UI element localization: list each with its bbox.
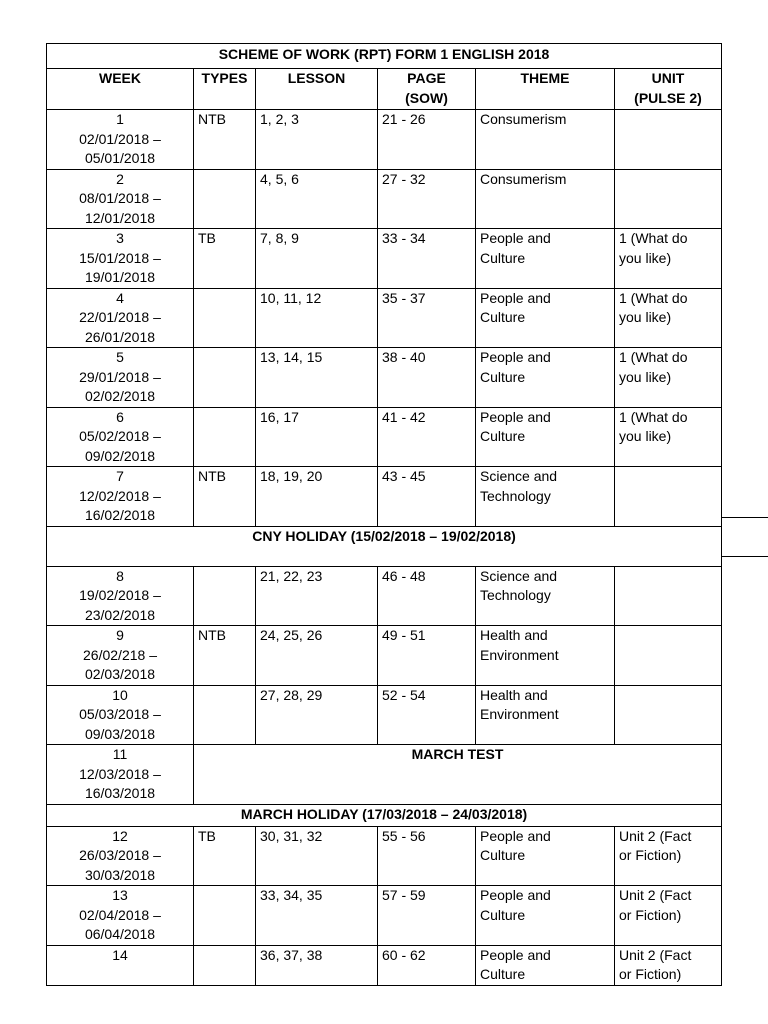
unit-line1: 1 (What do xyxy=(619,408,688,425)
week-number: 2 xyxy=(116,170,124,187)
types-cell xyxy=(194,566,256,626)
table-row xyxy=(47,626,722,686)
types-cell: NTB xyxy=(194,110,256,170)
header-week: WEEK xyxy=(47,69,194,110)
types-cell xyxy=(194,886,256,946)
scheme-of-work-table xyxy=(46,43,722,986)
unit-line1: 1 (What do xyxy=(619,230,688,246)
page-cell: 41 - 42 xyxy=(378,407,476,467)
unit-line1: 1 (What do xyxy=(619,349,688,365)
week-number: 12 xyxy=(112,827,128,844)
unit-cell xyxy=(615,566,722,626)
types-cell: NTB xyxy=(194,626,256,686)
unit-cell xyxy=(615,886,722,946)
header-page xyxy=(378,69,476,110)
unit-line2: or Fiction) xyxy=(619,847,682,863)
theme-cell xyxy=(476,288,615,348)
page-cell: 33 - 34 xyxy=(378,229,476,289)
theme-line2: Technology xyxy=(480,587,551,603)
theme-cell xyxy=(476,566,615,626)
week-cell xyxy=(47,110,194,170)
table-row xyxy=(47,407,722,467)
theme-cell xyxy=(476,110,615,170)
week-date-to: 09/02/2018 xyxy=(84,447,156,464)
page-cell: 27 - 32 xyxy=(378,169,476,229)
page-cell: 46 - 48 xyxy=(378,566,476,626)
holiday-cell: MARCH HOLIDAY (17/03/2018 – 24/03/2018) xyxy=(47,804,722,826)
table-row xyxy=(47,348,722,408)
theme-line1: Health and xyxy=(480,627,548,643)
page-cell: 49 - 51 xyxy=(378,626,476,686)
table-row xyxy=(47,886,722,946)
week-cell xyxy=(47,348,194,408)
theme-line1: People and xyxy=(480,827,551,844)
holiday-cell: CNY HOLIDAY (15/02/2018 – 19/02/2018) xyxy=(47,526,722,566)
header-page-line1: PAGE xyxy=(407,70,446,86)
week-date-from: 22/01/2018 – xyxy=(79,309,161,325)
lesson-cell: 10, 11, 12 xyxy=(256,288,378,348)
table-row xyxy=(47,229,722,289)
table-row xyxy=(47,566,722,626)
theme-line2: Culture xyxy=(480,966,526,982)
header-unit xyxy=(615,69,722,110)
table-title: SCHEME OF WORK (RPT) FORM 1 ENGLISH 2018 xyxy=(47,44,722,69)
week-date-to: 16/02/2018 xyxy=(84,507,156,523)
theme-cell xyxy=(476,407,615,467)
week-date-from: 05/03/2018 – xyxy=(79,706,161,722)
week-number: 13 xyxy=(112,887,128,903)
week-date-to: 02/03/2018 xyxy=(84,666,156,682)
lesson-cell: 13, 14, 15 xyxy=(256,348,378,408)
unit-cell xyxy=(615,467,722,527)
holiday-row-extension-line xyxy=(721,556,768,557)
week-date-from: 29/01/2018 – xyxy=(79,368,161,385)
week-number: 9 xyxy=(116,627,124,643)
unit-cell xyxy=(615,685,722,745)
unit-line2: you like) xyxy=(619,249,672,266)
page-cell: 52 - 54 xyxy=(378,685,476,745)
theme-line2: Culture xyxy=(480,309,526,325)
week-cell xyxy=(47,826,194,886)
page-cell: 21 - 26 xyxy=(378,110,476,170)
unit-cell xyxy=(615,229,722,289)
theme-line1: People and xyxy=(480,289,551,306)
unit-cell xyxy=(615,826,722,886)
theme-line1: Health and xyxy=(480,686,548,703)
title-row xyxy=(47,44,722,69)
week-date-to: 02/02/2018 xyxy=(84,388,156,404)
types-cell: TB xyxy=(194,826,256,886)
page-cell: 35 - 37 xyxy=(378,288,476,348)
unit-cell xyxy=(615,626,722,686)
theme-line2: Technology xyxy=(480,487,551,504)
theme-line1: Science and xyxy=(480,468,558,484)
holiday-row-extension-line xyxy=(721,517,768,518)
week-cell xyxy=(47,229,194,289)
week-date-to: 23/02/2018 xyxy=(84,606,156,623)
unit-cell xyxy=(615,945,722,985)
week-cell xyxy=(47,745,194,805)
page-cell: 43 - 45 xyxy=(378,467,476,527)
week-date-to: 12/01/2018 xyxy=(84,209,156,226)
week-cell xyxy=(47,467,194,527)
unit-cell xyxy=(615,348,722,408)
header-lesson: LESSON xyxy=(256,69,378,110)
week-date-to: 16/03/2018 xyxy=(84,785,156,801)
lesson-cell: 36, 37, 38 xyxy=(256,945,378,985)
week-number: 8 xyxy=(116,567,124,584)
event-cell: MARCH TEST xyxy=(194,745,722,805)
table-row xyxy=(47,745,722,805)
types-cell xyxy=(194,945,256,985)
lesson-cell: 1, 2, 3 xyxy=(256,110,378,170)
theme-line1: Consumerism xyxy=(480,111,567,127)
week-date-from: 02/04/2018 – xyxy=(79,906,161,923)
unit-cell xyxy=(615,407,722,467)
week-date-from: 02/01/2018 – xyxy=(79,130,161,147)
theme-line1: People and xyxy=(480,946,551,963)
lesson-cell: 4, 5, 6 xyxy=(256,169,378,229)
types-cell xyxy=(194,348,256,408)
types-cell xyxy=(194,407,256,467)
theme-line2: Culture xyxy=(480,847,526,863)
unit-cell xyxy=(615,110,722,170)
types-cell: TB xyxy=(194,229,256,289)
week-cell xyxy=(47,626,194,686)
week-number: 6 xyxy=(116,408,124,425)
types-cell: NTB xyxy=(194,467,256,527)
unit-line1: 1 (What do xyxy=(619,289,688,306)
week-number: 5 xyxy=(116,349,124,365)
types-cell xyxy=(194,288,256,348)
holiday-row xyxy=(47,526,722,566)
header-unit-line2: (PULSE 2) xyxy=(634,89,702,106)
week-date-from: 12/02/2018 – xyxy=(79,487,161,504)
week-cell xyxy=(47,685,194,745)
lesson-cell: 24, 25, 26 xyxy=(256,626,378,686)
header-row xyxy=(47,69,722,110)
unit-line1: Unit 2 (Fact xyxy=(619,827,692,844)
lesson-cell: 21, 22, 23 xyxy=(256,566,378,626)
week-date-to: 19/01/2018 xyxy=(84,269,156,285)
theme-line1: Consumerism xyxy=(480,170,567,187)
theme-line1: People and xyxy=(480,230,551,246)
lesson-cell: 27, 28, 29 xyxy=(256,685,378,745)
page-cell: 55 - 56 xyxy=(378,826,476,886)
theme-line2: Culture xyxy=(480,249,526,266)
table-row xyxy=(47,945,722,985)
unit-cell xyxy=(615,169,722,229)
theme-cell xyxy=(476,348,615,408)
theme-line2: Culture xyxy=(480,368,526,385)
week-number: 3 xyxy=(116,230,124,246)
theme-line1: People and xyxy=(480,408,551,425)
table-row xyxy=(47,685,722,745)
unit-line1: Unit 2 (Fact xyxy=(619,946,692,963)
header-page-line2: (SOW) xyxy=(405,89,448,106)
theme-cell xyxy=(476,467,615,527)
week-date-from: 26/02/218 – xyxy=(83,646,157,663)
week-number: 4 xyxy=(116,289,124,306)
header-unit-line1: UNIT xyxy=(651,70,685,86)
week-number: 11 xyxy=(112,746,128,762)
week-cell xyxy=(47,566,194,626)
week-number: 1 xyxy=(116,111,124,127)
table-row xyxy=(47,467,722,527)
week-cell xyxy=(47,407,194,467)
week-date-from: 19/02/2018 – xyxy=(79,587,161,603)
page-cell: 60 - 62 xyxy=(378,945,476,985)
week-date-to: 26/01/2018 xyxy=(84,328,156,345)
week-date-from: 15/01/2018 – xyxy=(79,249,161,266)
holiday-row xyxy=(47,804,722,826)
page-cell: 38 - 40 xyxy=(378,348,476,408)
lesson-cell: 33, 34, 35 xyxy=(256,886,378,946)
week-date-to: 05/01/2018 xyxy=(84,150,156,166)
unit-line1: Unit 2 (Fact xyxy=(619,887,692,903)
header-theme: THEME xyxy=(476,69,615,110)
lesson-cell: 7, 8, 9 xyxy=(256,229,378,289)
types-cell xyxy=(194,685,256,745)
week-number: 14 xyxy=(112,946,128,963)
week-date-to: 06/04/2018 xyxy=(84,926,156,942)
week-date-from: 08/01/2018 – xyxy=(79,190,161,206)
unit-line2: or Fiction) xyxy=(619,966,682,982)
theme-cell xyxy=(476,886,615,946)
theme-line2: Culture xyxy=(480,906,526,923)
table-row xyxy=(47,169,722,229)
theme-line2: Environment xyxy=(480,646,559,663)
theme-line1: People and xyxy=(480,349,551,365)
unit-line2: you like) xyxy=(619,428,672,444)
lesson-cell: 16, 17 xyxy=(256,407,378,467)
week-date-from: 26/03/2018 – xyxy=(79,847,161,863)
week-date-from: 05/02/2018 – xyxy=(79,428,161,444)
unit-cell xyxy=(615,288,722,348)
types-cell xyxy=(194,169,256,229)
week-cell xyxy=(47,288,194,348)
week-number: 10 xyxy=(112,686,128,703)
week-date-to: 09/03/2018 xyxy=(84,725,156,742)
theme-line2: Culture xyxy=(480,428,526,444)
lesson-cell: 30, 31, 32 xyxy=(256,826,378,886)
theme-cell xyxy=(476,626,615,686)
header-types: TYPES xyxy=(194,69,256,110)
table-row xyxy=(47,826,722,886)
unit-line2: or Fiction) xyxy=(619,906,682,923)
unit-line2: you like) xyxy=(619,368,672,385)
week-number: 7 xyxy=(116,468,124,484)
unit-line2: you like) xyxy=(619,309,672,325)
week-cell xyxy=(47,945,194,985)
table-row xyxy=(47,288,722,348)
week-date-to: 30/03/2018 xyxy=(84,866,156,883)
table-row xyxy=(47,110,722,170)
week-date-from: 12/03/2018 – xyxy=(79,765,161,782)
week-cell xyxy=(47,886,194,946)
theme-cell xyxy=(476,685,615,745)
theme-line1: Science and xyxy=(480,567,558,584)
theme-line2: Environment xyxy=(480,706,559,722)
theme-cell xyxy=(476,945,615,985)
page-cell: 57 - 59 xyxy=(378,886,476,946)
theme-cell xyxy=(476,826,615,886)
theme-cell xyxy=(476,169,615,229)
theme-cell xyxy=(476,229,615,289)
lesson-cell: 18, 19, 20 xyxy=(256,467,378,527)
week-cell xyxy=(47,169,194,229)
theme-line1: People and xyxy=(480,887,551,903)
